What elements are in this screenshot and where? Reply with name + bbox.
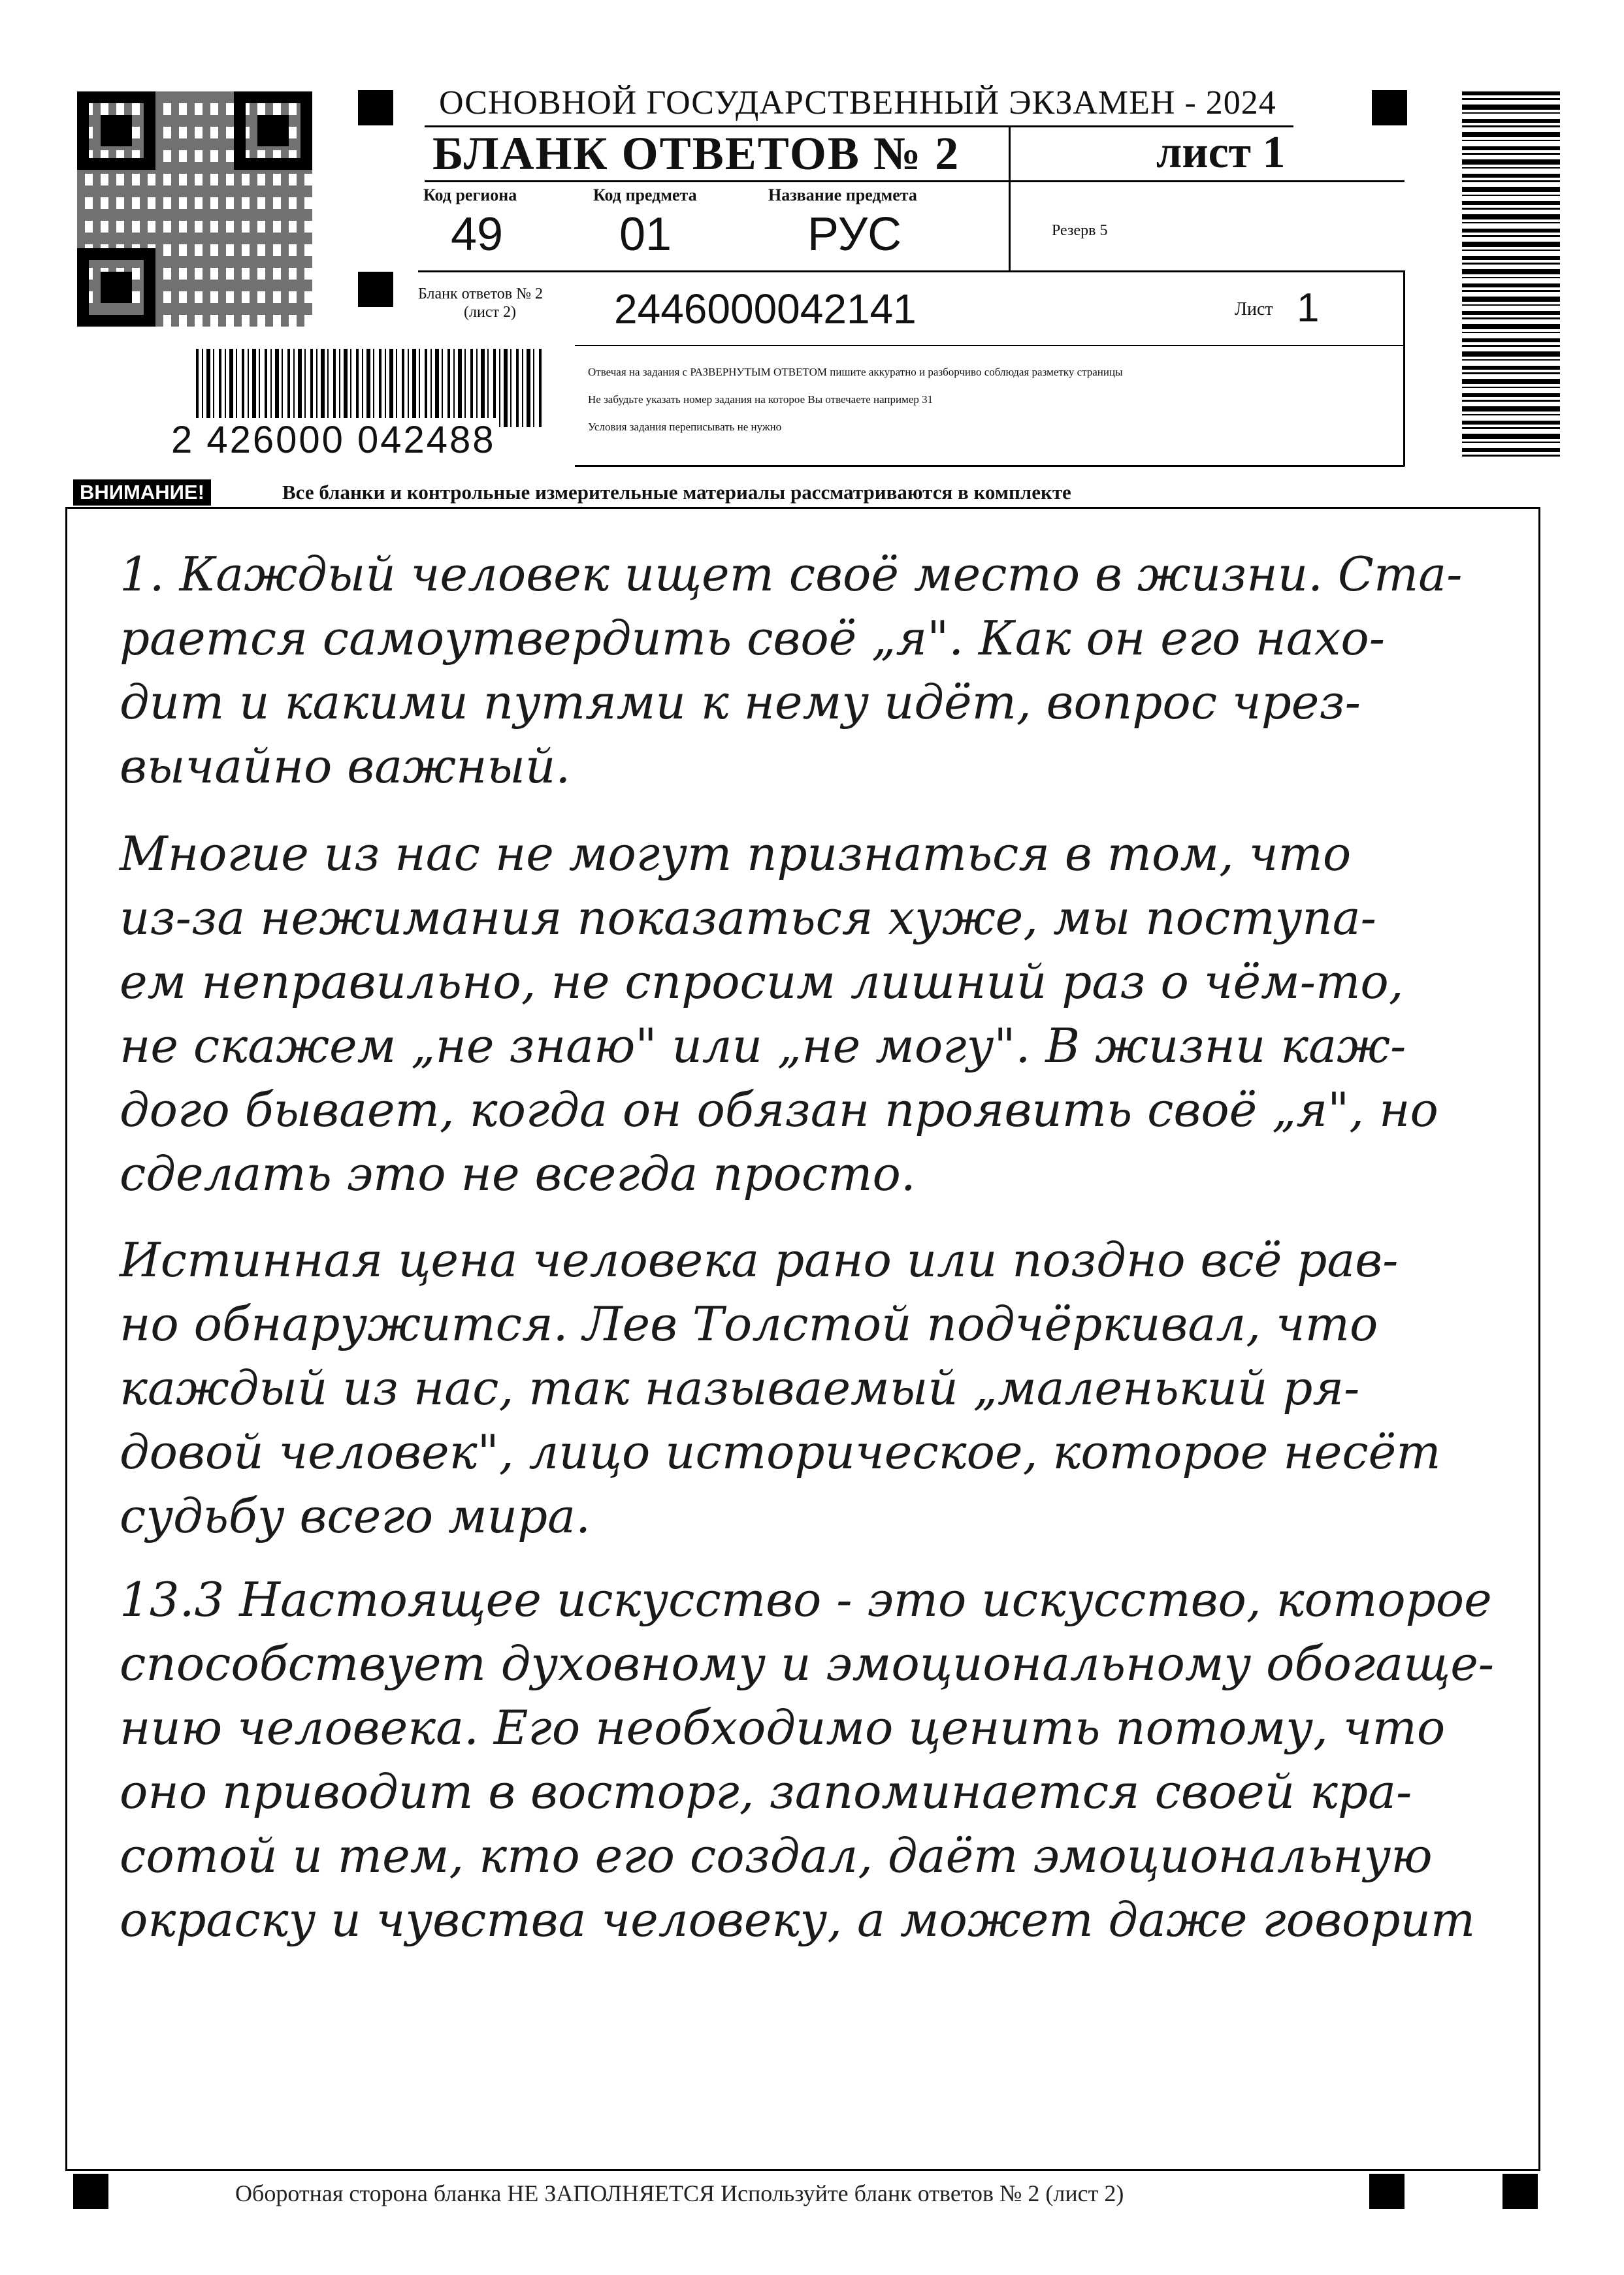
sheet-reference-line1: Бланк ответов № 2 [418, 285, 544, 302]
answer-line: оно приводит в восторг, запоминается своей кра- [120, 1764, 1412, 1819]
answer-line: дого бывает, когда он обязан проявить своё „я", но [120, 1082, 1438, 1137]
answer-line: 1. Каждый человек ищет своё место в жизни. Ста- [120, 547, 1463, 602]
answer-area [65, 507, 1540, 2171]
answer-line: каждый из нас, так называемый „маленький ря- [120, 1361, 1360, 1415]
alignment-marker-mid-left [358, 272, 393, 307]
horizontal-barcode [196, 349, 542, 427]
subject-code: 01 [619, 208, 672, 261]
alignment-marker-top-left [358, 90, 393, 125]
answer-line: не скажем „не знаю" или „не могу". В жизни каж- [120, 1018, 1406, 1073]
instruction-line-2: Не забудьте указать номер задания на которое Вы отвечаете например 31 [588, 393, 934, 406]
reserve-label: Резерв 5 [1052, 222, 1108, 239]
answer-line: вычайно важный. [120, 739, 571, 794]
answer-line: сделать это не всегда просто. [120, 1146, 916, 1201]
footer-note: Оборотная сторона бланка НЕ ЗАПОЛНЯЕТСЯ Используйте бланк ответов № 2 (лист 2) [235, 2180, 1124, 2206]
blank-number: 2446000042141 [614, 285, 917, 332]
answer-line: судьбу всего мира. [120, 1489, 591, 1543]
answer-line: но обнаружится. Лев Толстой подчёркивал, что [120, 1297, 1378, 1351]
alignment-marker-bottom-right-1 [1369, 2174, 1405, 2209]
region-code-label: Код региона [423, 186, 517, 204]
barcode-digits: 2 426000 042488 [169, 418, 498, 462]
answer-line: ем неправильно, не спросим лишний раз о чём-то, [120, 954, 1404, 1009]
answer-line: способствует духовному и эмоциональному обогаще- [120, 1636, 1495, 1691]
exam-title: ОСНОВНОЙ ГОСУДАРСТВЕННЫЙ ЭКЗАМЕН - 2024 [439, 84, 1276, 121]
list-number: 1 [1297, 285, 1320, 331]
sheet-reference [418, 285, 543, 321]
answer-line: сотой и тем, кто его создал, даёт эмоциональную [120, 1828, 1433, 1883]
attention-text: Все бланки и контрольные измерительные материалы рассматриваются в комплекте [282, 481, 1071, 504]
answer-line: нию человека. Его необходимо ценить потому, что [120, 1700, 1446, 1755]
answer-line: довой человек", лицо историческое, которое несёт [120, 1425, 1441, 1479]
list-title: лист 1 [1156, 127, 1286, 178]
answer-line: дит и какими путями к нему идёт, вопрос чрез- [120, 675, 1361, 730]
answer-line: Истинная цена человека рано или поздно всё рав- [120, 1233, 1399, 1287]
region-code: 49 [451, 208, 504, 261]
instruction-line-1: Отвечая на задания с РАЗВЕРНУТЫМ ОТВЕТОМ пишите аккуратно и разборчиво соблюдая разметку страницы [588, 366, 1123, 378]
alignment-marker-top-right [1372, 90, 1407, 125]
blank-title: БЛАНК ОТВЕТОВ № 2 [432, 127, 960, 180]
instruction-line-3: Условия задания переписывать не нужно [588, 421, 782, 433]
qr-code [77, 91, 312, 327]
subject-code-label: Код предмета [593, 186, 697, 204]
answer-line: окраску и чувства человеку, а может даже говорит [120, 1892, 1476, 1947]
sheet-reference-line2: (лист 2) [464, 304, 516, 321]
list-label: Лист [1235, 299, 1273, 319]
vertical-barcode [1462, 91, 1560, 461]
answer-line: Многие из нас не могут признаться в том, что [120, 826, 1352, 881]
subject-name-label: Название предмета [768, 186, 917, 204]
answer-line: рается самоутвердить своё „я". Как он его нахо- [120, 611, 1386, 666]
attention-badge: ВНИМАНИЕ! [73, 479, 211, 506]
answer-line: из-за нежимания показаться хуже, мы поступа- [120, 890, 1376, 945]
alignment-marker-bottom-right-2 [1502, 2174, 1538, 2209]
answer-line: 13.3 Настоящее искусство - это искусство, которое [120, 1572, 1492, 1627]
subject-name: РУС [807, 208, 902, 261]
alignment-marker-bottom-left [73, 2174, 108, 2209]
